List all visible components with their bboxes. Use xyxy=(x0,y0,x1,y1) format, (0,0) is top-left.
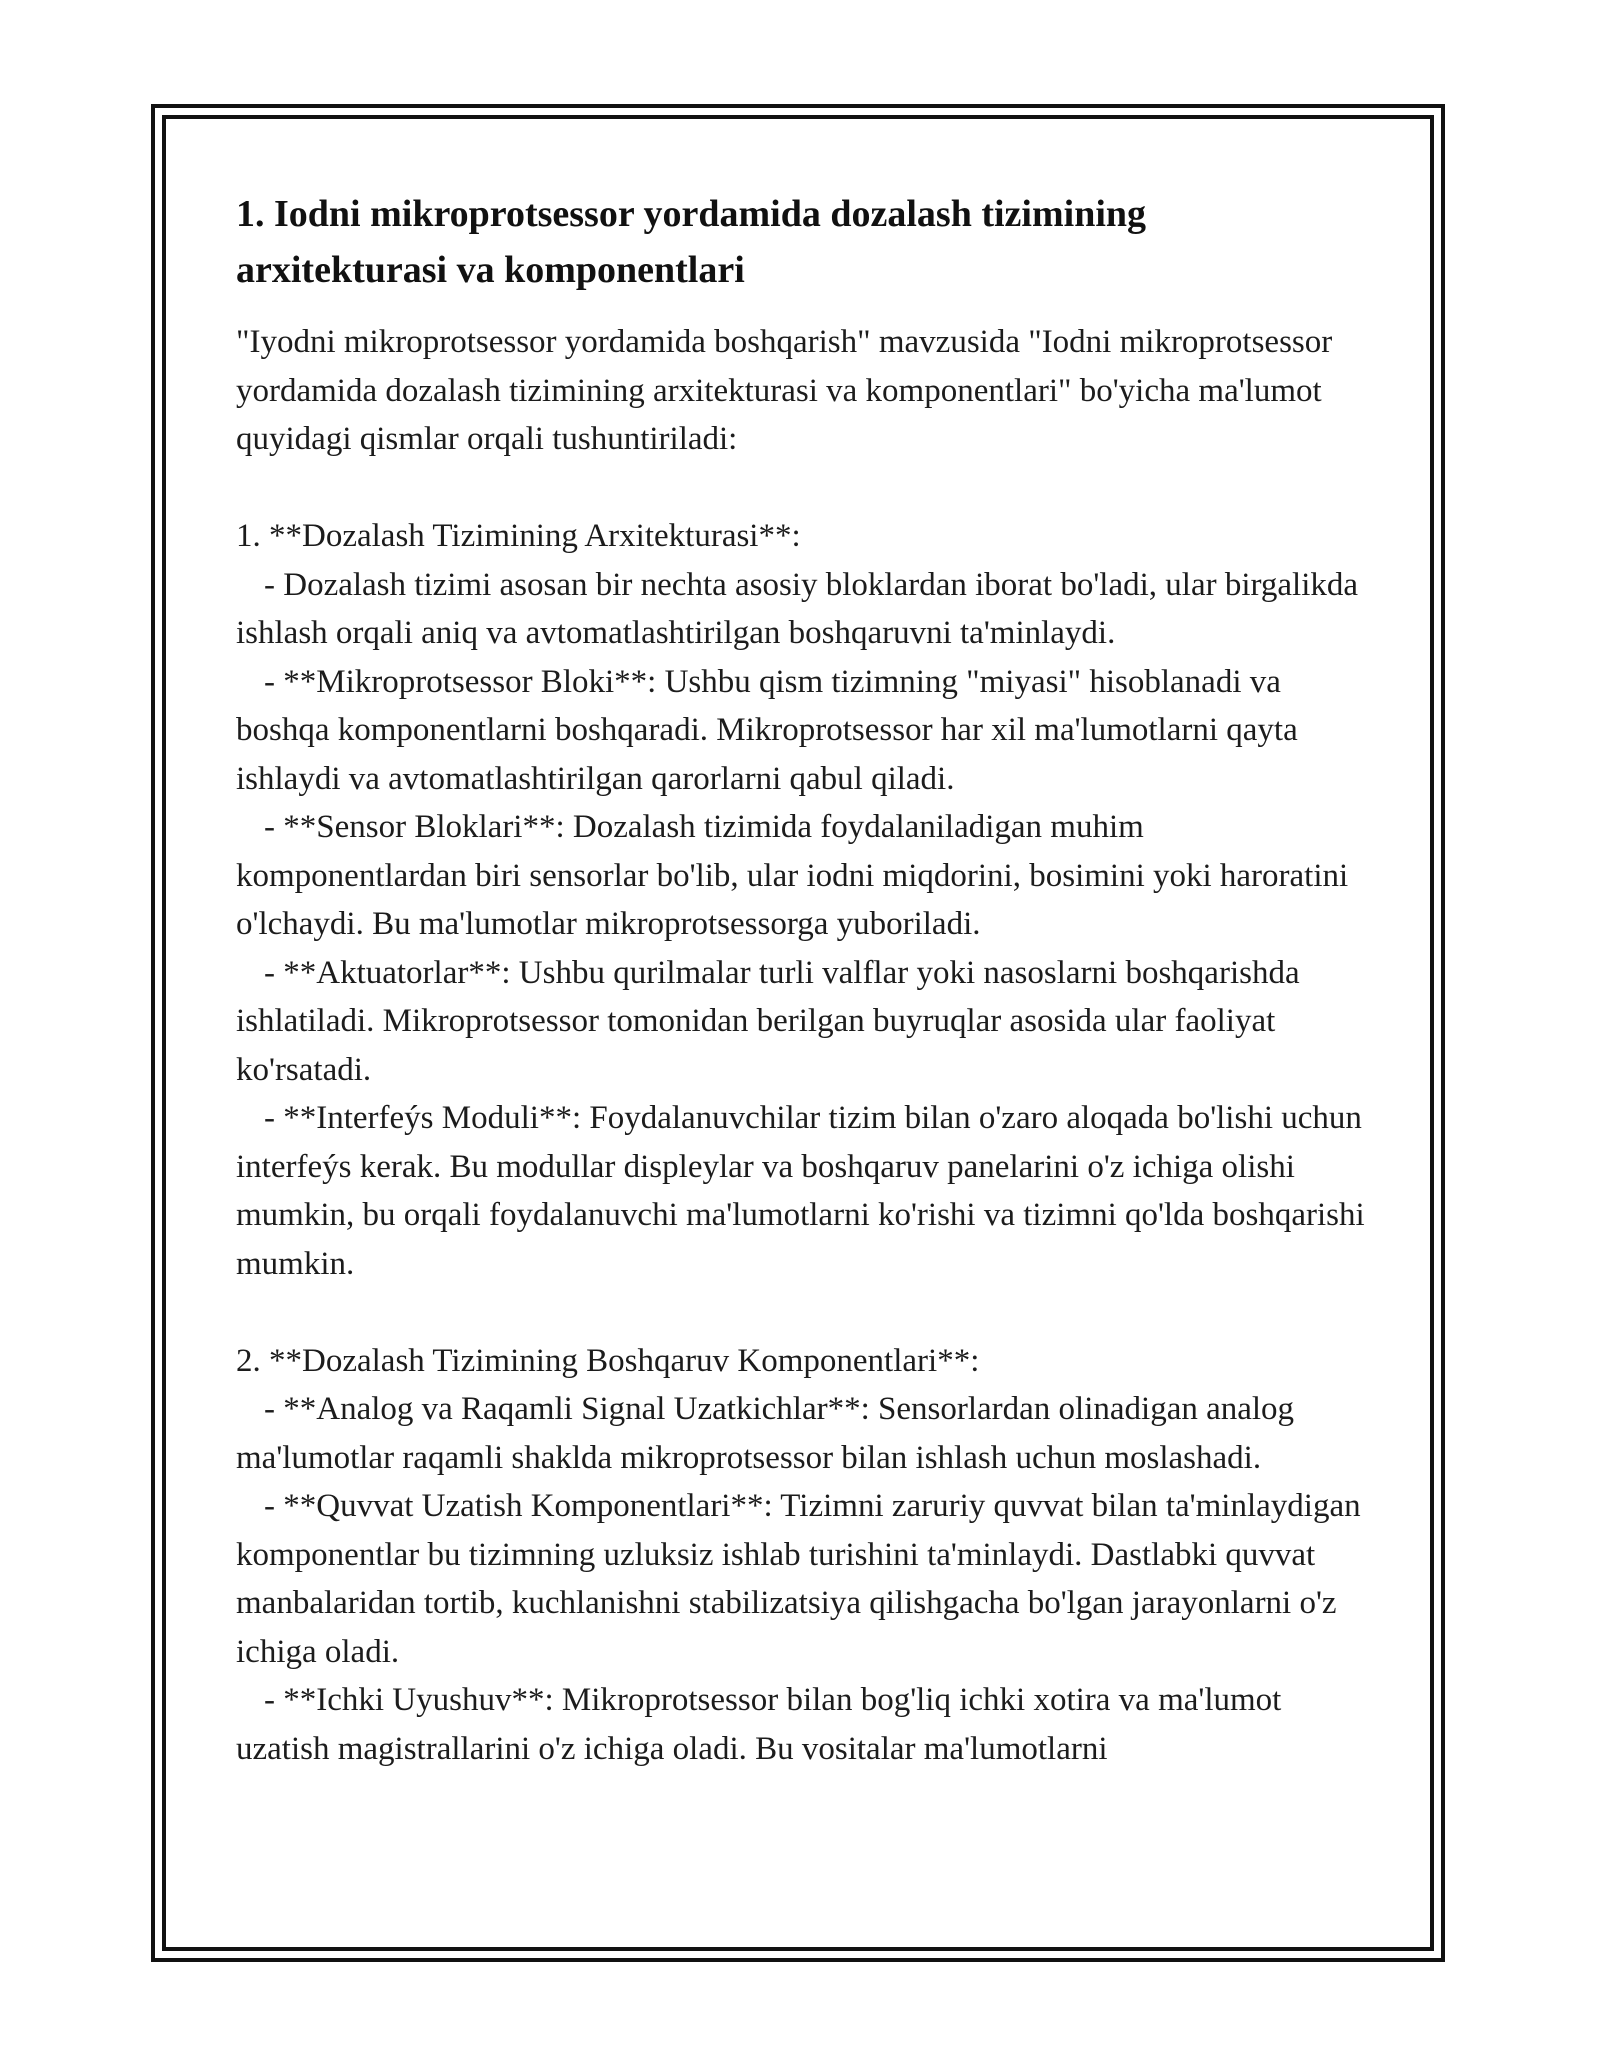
list-item-text: - **Aktuatorlar**: Ushbu qurilmalar turli valflar yoki nasoslarni boshqarishda ishlatiladi. Mikroprotsessor tomonidan berilgan buyruqlar asosida ular faoliyat ko'rsatadi. xyxy=(236,954,1308,1088)
list-item-text: - **Interfeýs Moduli**: Foydalanuvchilar tizim bilan o'zaro aloqada bo'lishi uchun interfeýs kerak. Bu modullar displeylar va boshqaruv panelarini o'z ichiga olishi mumkin, bu orqali foydalanuvchi ma'lumotlarni ko'rishi va tizimni qo'lda boshqarishi mumkin. xyxy=(236,1100,1373,1282)
section-2-heading: 2. **Dozalash Tizimining Boshqaruv Komponentlari**: xyxy=(236,1342,980,1379)
section-1-item xyxy=(236,803,1366,949)
document-body xyxy=(236,186,1373,1773)
list-item-text: - **Ichki Uyushuv**: Mikroprotsessor bilan bog'liq ichki xotira va ma'lumot uzatish magistrallarini o'z ichiga oladi. Bu vositalar ma'lumotlarni xyxy=(236,1682,1290,1767)
intro-paragraph: "Iyodni mikroprotsessor yordamida boshqarish" mavzusida "Iodni mikroprotsessor yordamida dozalash tizimining arxitekturasi va komponentlari" bo'yicha ma'lumot quyidagi qismlar orqali tushuntiriladi: xyxy=(236,324,1341,457)
section-1-item xyxy=(236,949,1366,1095)
section-2-item xyxy=(236,1676,1366,1773)
section-1-item xyxy=(236,1094,1373,1288)
list-item-text: - **Analog va Raqamli Signal Uzatkichlar**: Sensorlardan olinadigan analog ma'lumotlar raqamli shaklda mikroprotsessor bilan ishlash uchun moslashadi. xyxy=(236,1391,1303,1476)
section-1-heading: 1. **Dozalash Tizimining Arxitekturasi**: xyxy=(236,518,801,554)
list-item-text: - Dozalash tizimi asosan bir nechta asosiy bloklardan iborat bo'ladi, ular birgalikda ishlash orqali aniq va avtomatlashtirilgan boshqaruvni ta'minlaydi. xyxy=(236,566,1367,651)
section-2-item xyxy=(236,1482,1369,1676)
spacer xyxy=(236,1288,1366,1337)
list-item-text: - **Mikroprotsessor Bloki**: Ushbu qism tizimning "miyasi" hisoblanadi va boshqa komponentlarni boshqaradi. Mikroprotsessor har xil ma'lumotlarni qayta ishlaydi va avtomatlashtirilgan qarorlarni qabul qiladi. xyxy=(236,663,1306,797)
list-item-text: - **Quvvat Uzatish Komponentlari**: Tizimni zaruriy quvvat bilan ta'minlaydigan komponentlar bu tizimning uzluksiz ishlab turishini ta'minlaydi. Dastlabki quvvat manbalaridan tortib, kuchlanishni stabilizatsiya qilishgacha bo'lgan jarayonlarni o'z ichiga oladi. xyxy=(236,1488,1369,1670)
document-title: 1. Iodni mikroprotsessor yordamida dozalash tizimining arxitekturasi va komponentlari xyxy=(236,193,1147,291)
section-1-item xyxy=(236,658,1366,804)
spacer xyxy=(236,464,1366,513)
section-2-item xyxy=(236,1385,1366,1482)
section-1-item xyxy=(236,561,1366,658)
list-item-text: - **Sensor Bloklari**: Dozalash tizimida foydalaniladigan muhim komponentlardan biri sensorlar bo'lib, ular iodni miqdorini, bosimini yoki haroratini o'lchaydi. Bu ma'lumotlar mikroprotsessorga yuboriladi. xyxy=(236,809,1357,942)
